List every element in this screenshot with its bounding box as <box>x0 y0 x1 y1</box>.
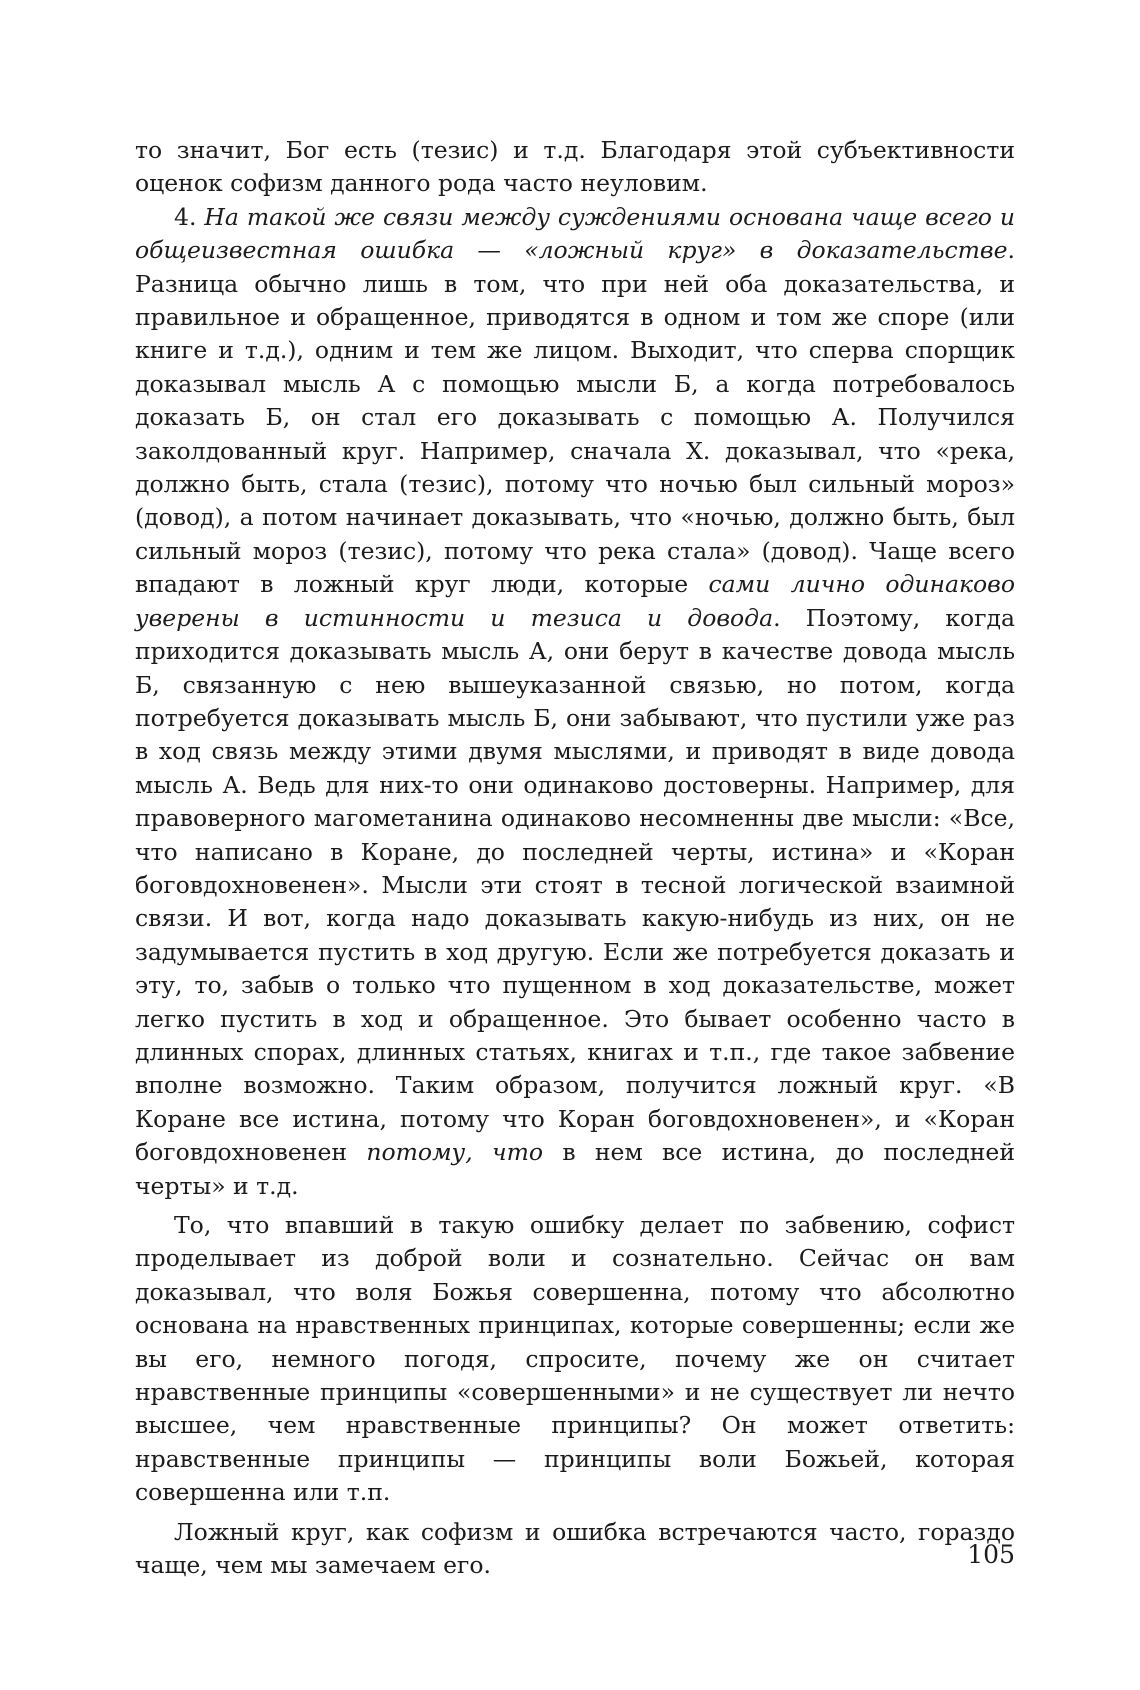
body-text <box>135 134 1015 1582</box>
italic-segment: сами лично одинаково уверены в истинности и тезиса и довода <box>135 570 1015 632</box>
paragraph-point-4 <box>135 201 1015 1203</box>
text-segment: . Разница обычно лишь в том, что при ней оба доказательства, и правильное и обращенное, приводятся в одном и том же споре (или книге и т.д.), одним и тем же лицом. Выходит, что сперва спорщик доказывал мысль А с помощью мысли Б, а когда потребовалось доказать Б, он стал его доказывать с помощью А. Получился заколдованный круг. Например, сначала Х. доказывал, что «река, должно быть, стала (тезис), потому что ночью был сильный мороз» (довод), а потом начинает доказывать, что «ночью, должно быть, был сильный мороз (тезис), потому что река стала» (довод). Чаще всего впадают в ложный круг люди, которые <box>135 236 1015 599</box>
paragraph-conclusion <box>135 1516 1015 1583</box>
text-segment: Ложный круг, как софизм и ошибка встречаются часто, гораздо чаще, чем мы замечаем его. <box>135 1517 1015 1580</box>
text-segment: . Поэтому, когда приходится доказывать мысль А, они берут в качестве довода мысль Б, связанную с нею вышеуказанной связью, но потом, когда потребуется доказывать мысль Б, они забывают, что пустили уже раз в ход связь между этими двумя мыслями, и приводят в виде довода мысль А. Ведь для них-то они одинаково достоверны. Например, для правоверного магометанина одинаково несомненны две мысли: «Все, что написано в Коране, до последней черты, истина» и «Коран боговдохновенен». Мысли эти стоят в тесной логической взаимной связи. И вот, когда надо доказывать какую-нибудь из них, он не задумывается пустить в ход другую. Если же потребуется доказать и эту, то, забыв о только что пущенном в ход доказательстве, может легко пустить в ход и обращенное. Это бывает особенно часто в длинных спорах, длинных статьях, книгах и т.п., где такое забвение вполне возможно. Таким образом, получится ложный круг. «В Коране все истина, потому что Коран боговдохновенен», и «Коран боговдохновенен <box>135 603 1015 1167</box>
paragraph-sophist <box>135 1209 1015 1510</box>
text-segment: в нем все истина, до последней черты» и т.д. <box>135 1138 1016 1200</box>
page-number: 105 <box>967 1540 1015 1569</box>
italic-segment: потому, что <box>366 1138 544 1167</box>
text-segment: 4. <box>174 202 205 231</box>
italic-segment: На такой же связи между суждениями основана чаще всего и общеизвестная ошибка — «ложный круг» в доказательстве <box>135 202 1015 265</box>
text-segment: То, что впавший в такую ошибку делает по забвению, софист проделывает из доброй воли и сознательно. Сейчас он вам доказывал, что воля Божья совершенна, потому что абсолютно основана на нравственных принципах, которые совершенны; если же вы его, немного погодя, спросите, почему же он считает нравственные принципы «совершенными» и не существует ли нечто высшее, чем нравственные принципы? Он может ответить: нравственные принципы — принципы воли Божьей, которая совершенна или т.п. <box>135 1211 1015 1507</box>
text-segment: то значит, Бог есть (тезис) и т.д. Благодаря этой субъективности оценок софизм данного рода часто неуловим. <box>135 136 1015 198</box>
paragraph-continuation <box>135 134 1015 201</box>
